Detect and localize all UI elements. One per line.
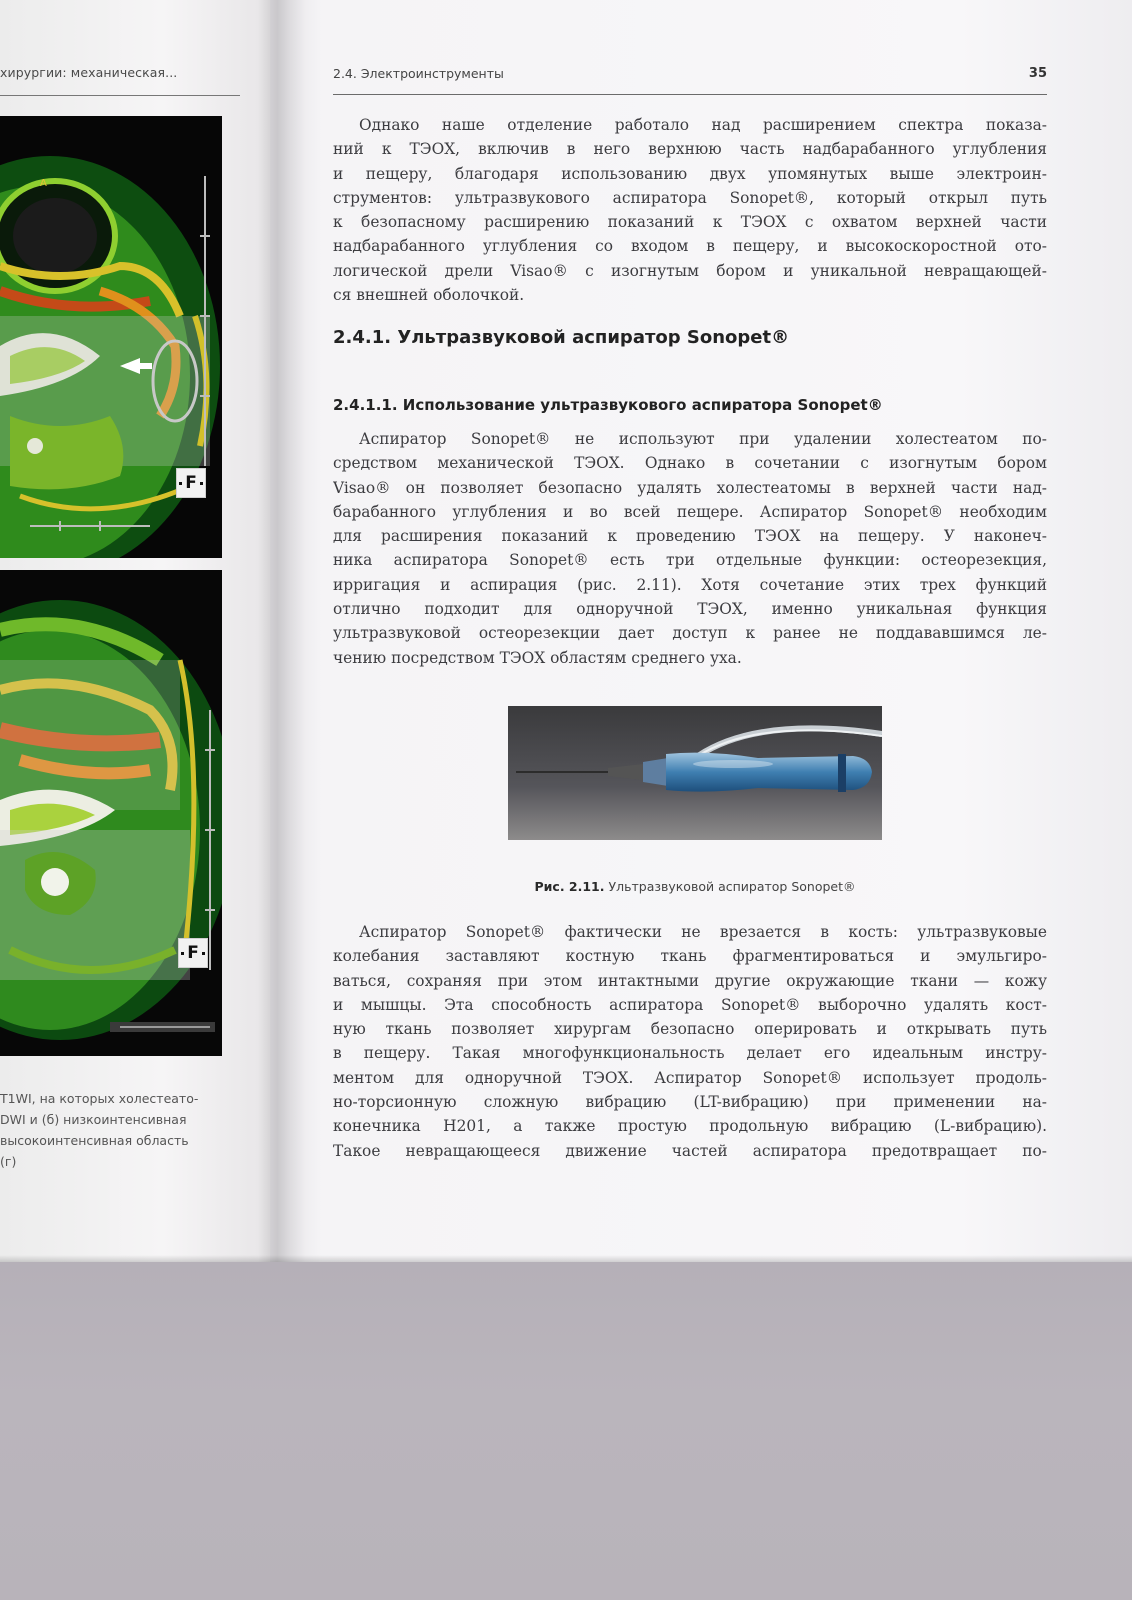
- left-head-rule: [0, 95, 240, 96]
- paragraph-2: [333, 427, 1047, 670]
- text-line: средством механической ТЭОХ. Однако в сочетании с изогнутым бором: [333, 454, 1047, 473]
- left-caption-line: (г): [0, 1154, 17, 1169]
- left-caption-line: высокоинтенсивная область: [0, 1133, 189, 1148]
- paragraph-1: [333, 113, 1047, 307]
- svg-text:A: A: [40, 178, 47, 189]
- left-page: [0, 0, 272, 1262]
- text-line: ментом для одноручной ТЭОХ. Аспиратор Sonopet® использует продоль-: [333, 1068, 1047, 1087]
- text-line: ника аспиратора Sonopet® есть три отдельные функции: остеорезекция,: [333, 551, 1047, 570]
- text-line: но-торсионную сложную вибрацию (LT-вибрацию) при применении на-: [333, 1093, 1047, 1112]
- text-line: ирригация и аспирация (рис. 2.11). Хотя сочетание этих трех функций: [333, 575, 1047, 594]
- text-line: барабанного углубления и во всей пещере. Аспиратор Sonopet® необходим: [333, 502, 1047, 521]
- left-caption-line: T1WI, на которых холестеато-: [0, 1091, 199, 1106]
- text-line: логической дрели Visao® с изогнутым бором и уникальной невращающей-: [333, 261, 1047, 280]
- figure-caption: [508, 879, 882, 894]
- section-heading-2-4-1: 2.4.1. Ультразвуковой аспиратор Sonopet®: [333, 327, 790, 348]
- page-number: 35: [1028, 66, 1047, 81]
- left-caption-line: DWI и (б) низкоинтенсивная: [0, 1112, 187, 1127]
- text-line: чению посредством ТЭОХ областям среднего уха.: [333, 648, 742, 667]
- running-head-rule: [333, 94, 1047, 95]
- text-line: Visao® он позволяет безопасно удалять холестеатомы в верхней части над-: [333, 478, 1047, 497]
- text-line: Аспиратор Sonopet® не используют при удалении холестеатом по-: [359, 430, 1047, 448]
- mri-image-bottom: [0, 570, 222, 1056]
- text-line: Такое невращающееся движение частей аспиратора предотвращает по-: [333, 1141, 1047, 1160]
- background-surface: [0, 1262, 1132, 1600]
- sonopet-aspirator-photo: [508, 706, 882, 840]
- figure-caption-text: Ультразвуковой аспиратор Sonopet®: [608, 879, 856, 894]
- text-line: и мышцы. Эта способность аспиратора Sonopet® выборочно удалять кост-: [333, 995, 1047, 1014]
- text-line: колебания заставляют костную ткань фрагментироваться и эмульгиро-: [333, 947, 1047, 966]
- mri-image-top: [0, 116, 222, 558]
- running-head-title: 2.4. Электроинструменты: [333, 66, 504, 81]
- text-line: и пещеру, благодаря использованию двух упомянутых выше электроин-: [333, 164, 1047, 183]
- text-line: к безопасному расширению показаний к ТЭОХ с охватом верхней части: [333, 213, 1047, 232]
- subsection-heading-2-4-1-1: 2.4.1.1. Использование ультразвукового аспиратора Sonopet®: [333, 396, 883, 414]
- left-running-head: хирургии: механическая...: [0, 65, 178, 80]
- text-line: ную ткань позволяет хирургам безопасно оперировать и открывать путь: [333, 1020, 1047, 1039]
- text-line: отлично подходит для одноручной ТЭОХ, именно уникальная функция: [333, 600, 1047, 619]
- figure-caption-label: Рис. 2.11.: [534, 879, 605, 894]
- orientation-marker-bottom: F: [178, 938, 208, 968]
- text-line: Аспиратор Sonopet® фактически не врезается в кость: ультразвуковые: [359, 923, 1047, 941]
- text-line: ваться, сохраняя при этом интактными другие окружающие ткани — кожу: [333, 971, 1047, 990]
- text-line: ультразвуковой остеорезекции дает доступ к ранее не поддававшимся ле-: [333, 624, 1047, 643]
- text-line: для расширения показаний к проведению ТЭОХ на пещеру. У наконеч-: [333, 527, 1047, 546]
- left-figure-caption: [0, 1088, 240, 1172]
- text-line: в пещеру. Такая многофункциональность делает его идеальным инстру-: [333, 1044, 1047, 1063]
- book-gutter: [258, 0, 306, 1262]
- text-line: Однако наше отделение работало над расширением спектра показа-: [359, 116, 1047, 134]
- text-line: конечника H201, а также простую продольную вибрацию (L-вибрацию).: [333, 1117, 1047, 1136]
- text-line: ний к ТЭОХ, включив в него верхнюю часть надбарабанного углубления: [333, 140, 1047, 159]
- text-line: надбарабанного углубления со входом в пещеру, и высокоскоростной ото-: [333, 237, 1047, 256]
- paragraph-3: [333, 920, 1047, 1163]
- text-line: струментов: ультразвукового аспиратора Sonopet®, который открыл путь: [333, 188, 1047, 207]
- text-line: ся внешней оболочкой.: [333, 286, 525, 305]
- orientation-marker-top: F: [176, 468, 206, 498]
